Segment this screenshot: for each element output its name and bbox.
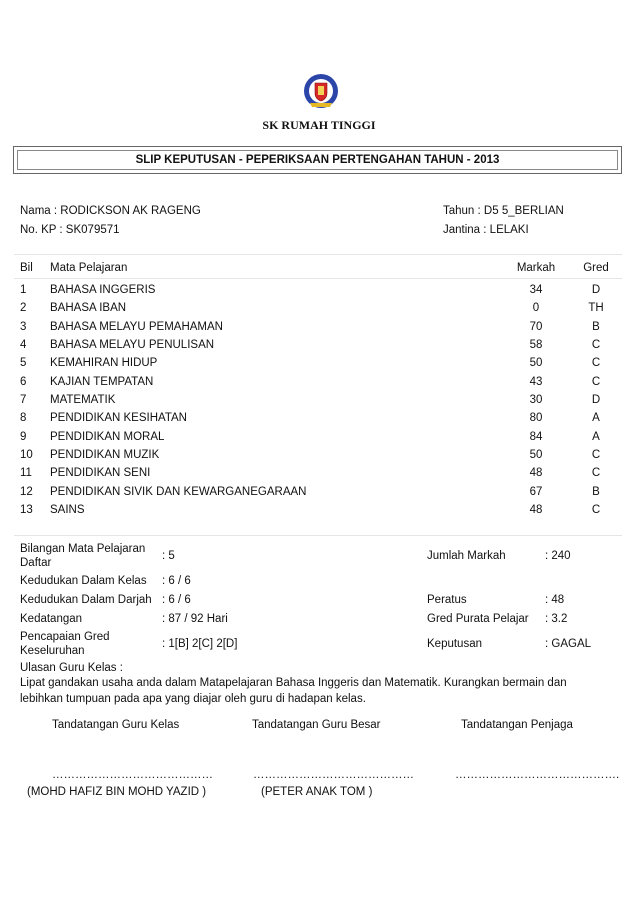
school-crest-icon <box>301 72 341 112</box>
row-grade: C <box>591 467 601 479</box>
table-row <box>0 412 638 430</box>
row-bil: 3 <box>20 321 27 333</box>
table-row <box>0 504 638 522</box>
slip-title: SLIP KEPUTUSAN - PEPERIKSAAN PERTENGAHAN TAHUN - 2013 <box>17 150 618 170</box>
table-row <box>0 302 638 320</box>
row-mark: 70 <box>529 321 543 333</box>
table-row <box>0 394 638 412</box>
signature-line-teacher: …………………………………… <box>52 769 213 781</box>
table-row <box>0 449 638 467</box>
row-subject: PENDIDIKAN MUZIK <box>50 449 160 461</box>
summary-jumlah-label: Jumlah Markah <box>427 550 506 562</box>
signature-label-teacher: Tandatangan Guru Kelas <box>52 719 180 731</box>
row-subject: PENDIDIKAN MORAL <box>50 431 165 443</box>
table-row <box>0 431 638 449</box>
row-subject: PENDIDIKAN KESIHATAN <box>50 412 187 424</box>
header-bil: Bil <box>20 262 33 274</box>
row-grade: C <box>591 339 601 351</box>
row-mark: 43 <box>529 376 543 388</box>
divider <box>14 254 622 255</box>
student-class: Tahun : D5 5_BERLIAN <box>443 205 564 217</box>
remarks-label: Ulasan Guru Kelas : <box>20 662 123 674</box>
summary-kelas-label: Kedudukan Dalam Kelas <box>20 575 147 587</box>
row-mark: 67 <box>529 486 543 498</box>
row-bil: 4 <box>20 339 27 351</box>
student-name: Nama : RODICKSON AK RAGENG <box>20 205 201 217</box>
row-grade: D <box>591 284 601 296</box>
summary-keputusan-label: Keputusan <box>427 638 482 650</box>
row-bil: 10 <box>20 449 33 461</box>
student-kp: No. KP : SK079571 <box>20 224 120 236</box>
row-subject: PENDIDIKAN SENI <box>50 467 151 479</box>
row-grade: C <box>591 357 601 369</box>
row-grade: C <box>591 504 601 516</box>
summary-peratus-value: : 48 <box>545 594 565 606</box>
remarks-text: Lipat gandakan usaha anda dalam Matapelajaran Bahasa Inggeris dan Matematik. Kurangkan bermain dan lebihkan tumpuan pada apa yang diajar oleh guru di hadapan kelas. <box>20 677 567 705</box>
signature-name-headmaster: (PETER ANAK TOM ) <box>261 786 373 798</box>
row-grade: C <box>591 449 601 461</box>
school-name: SK RUMAH TINGGI <box>262 118 376 132</box>
summary-keputusan-value: : GAGAL <box>545 638 592 650</box>
signature-name-teacher: (MOHD HAFIZ BIN MOHD YAZID ) <box>27 786 207 798</box>
row-grade: C <box>591 376 601 388</box>
signature-line-guardian: ……………………………………. <box>455 769 620 781</box>
summary-bilangan-value: : 5 <box>162 550 175 562</box>
row-grade: TH <box>588 302 604 314</box>
row-mark: 50 <box>529 357 543 369</box>
row-mark: 48 <box>529 467 543 479</box>
table-row <box>0 357 638 375</box>
table-row <box>0 284 638 302</box>
table-row <box>0 339 638 357</box>
row-grade: A <box>592 431 600 443</box>
table-row <box>0 467 638 485</box>
summary-darjah-value: : 6 / 6 <box>162 594 191 606</box>
row-mark: 84 <box>529 431 543 443</box>
summary-jumlah-value: : 240 <box>545 550 571 562</box>
row-bil: 6 <box>20 376 27 388</box>
row-bil: 2 <box>20 302 27 314</box>
row-subject: BAHASA INGGERIS <box>50 284 156 296</box>
row-mark: 30 <box>529 394 543 406</box>
signature-label-headmaster: Tandatangan Guru Besar <box>252 719 381 731</box>
title-box <box>13 146 622 174</box>
divider <box>14 278 622 279</box>
signature-line-headmaster: …………………………………… <box>253 769 414 781</box>
summary-darjah-label: Kedudukan Dalam Darjah <box>20 594 152 606</box>
summary-gpp-label: Gred Purata Pelajar <box>427 613 529 625</box>
row-bil: 5 <box>20 357 27 369</box>
row-mark: 50 <box>529 449 543 461</box>
row-subject: BAHASA MELAYU PENULISAN <box>50 339 215 351</box>
row-bil: 9 <box>20 431 27 443</box>
row-bil: 7 <box>20 394 27 406</box>
summary-pencapaian-value: : 1[B] 2[C] 2[D] <box>162 638 238 650</box>
summary-peratus-label: Peratus <box>427 594 467 606</box>
row-mark: 58 <box>529 339 543 351</box>
table-row <box>0 321 638 339</box>
row-subject: PENDIDIKAN SIVIK DAN KEWARGANEGARAAN <box>50 486 307 498</box>
student-gender: Jantina : LELAKI <box>443 224 529 236</box>
row-subject: KEMAHIRAN HIDUP <box>50 357 158 369</box>
row-grade: B <box>592 321 600 333</box>
signature-label-guardian: Tandatangan Penjaga <box>461 719 573 731</box>
summary-kedatangan-label: Kedatangan <box>20 613 83 625</box>
row-mark: 0 <box>532 302 540 314</box>
row-grade: A <box>592 412 600 424</box>
row-grade: D <box>591 394 601 406</box>
row-grade: B <box>592 486 600 498</box>
row-mark: 34 <box>529 284 543 296</box>
row-subject: KAJIAN TEMPATAN <box>50 376 154 388</box>
table-row <box>0 376 638 394</box>
summary-bilangan-label: Bilangan Mata Pelajaran Daftar <box>20 543 146 569</box>
divider <box>14 535 622 536</box>
row-bil: 8 <box>20 412 27 424</box>
summary-pencapaian-label: Pencapaian Gred Keseluruhan <box>20 631 110 657</box>
row-bil: 12 <box>20 486 33 498</box>
row-subject: MATEMATIK <box>50 394 116 406</box>
row-subject: BAHASA MELAYU PEMAHAMAN <box>50 321 223 333</box>
summary-kelas-value: : 6 / 6 <box>162 575 191 587</box>
header-grade: Gred <box>583 262 609 274</box>
row-mark: 80 <box>529 412 543 424</box>
row-subject: BAHASA IBAN <box>50 302 127 314</box>
row-mark: 48 <box>529 504 543 516</box>
table-row <box>0 486 638 504</box>
summary-kedatangan-value: : 87 / 92 Hari <box>162 613 228 625</box>
header-mark: Markah <box>516 262 556 274</box>
row-bil: 11 <box>20 467 32 479</box>
row-bil: 1 <box>20 284 27 296</box>
header-subject: Mata Pelajaran <box>50 262 128 274</box>
row-subject: SAINS <box>50 504 85 516</box>
summary-gpp-value: : 3.2 <box>545 613 568 625</box>
row-bil: 13 <box>20 504 33 516</box>
